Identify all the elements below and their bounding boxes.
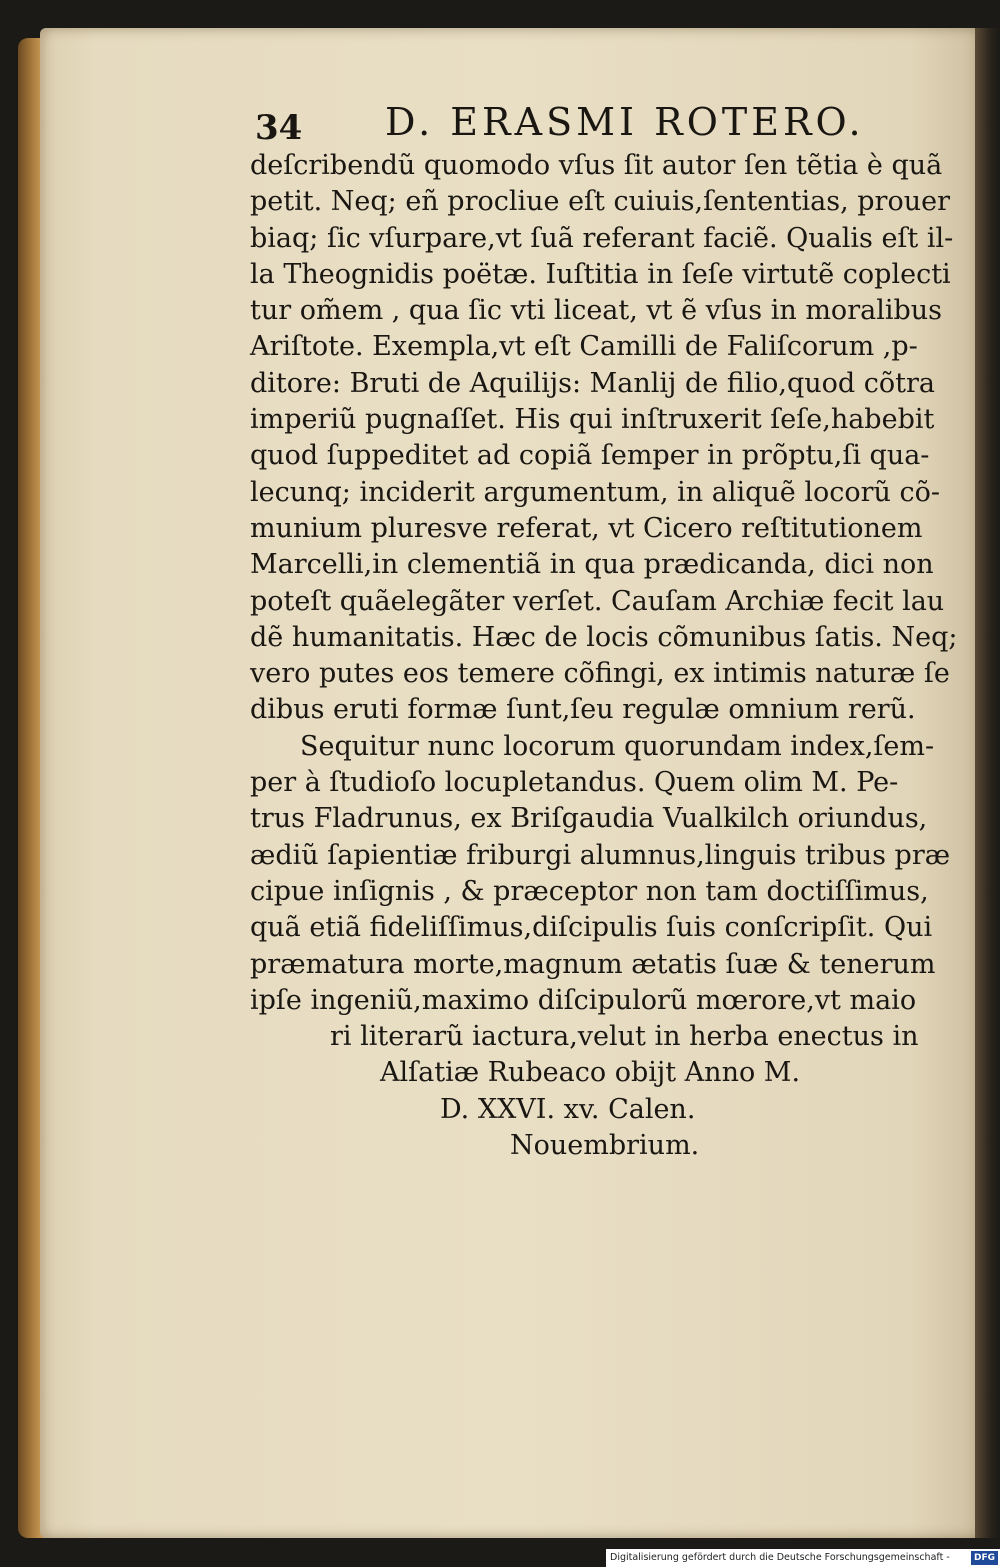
text-line: tur om̃em , qua ſic vti liceat, vt ẽ vſus in moralibus	[250, 295, 942, 327]
text-line: imperiũ pugnaſſet. His qui inſtruxerit ſeſe,habebit	[250, 404, 935, 436]
text-line: Marcelli,in clementiã in qua prædicanda, dici non	[250, 549, 934, 581]
text-line: poteſt quãelegãter verſet. Cauſam Archiæ fecit lau	[250, 585, 945, 617]
text-line: dẽ humanitatis. Hæc de locis cõmunibus ſatis. Neq;	[250, 621, 958, 653]
text-line: vero putes eos temere cõfingi, ex intimis naturæ ſe	[250, 658, 950, 690]
text-line: quã etiã fideliſſimus,diſcipulis ſuis conſcripſit. Qui	[250, 912, 933, 944]
text-line: biaq; ſic vſurpare,vt ſuã referant faciẽ. Qualis eſt il-	[250, 222, 954, 254]
text-line: ædiũ ſapientiæ friburgi alumnus,linguis tribus præ	[250, 839, 951, 871]
text-line: Alſatiæ Rubeaco obijt Anno M.	[380, 1057, 801, 1089]
digitization-credit-bar	[606, 1549, 1000, 1567]
text-line: Nouembrium.	[510, 1130, 700, 1162]
page-number: 34	[255, 108, 303, 148]
text-line: Sequitur nunc locorum quorundam index,ſem-	[300, 730, 935, 762]
running-head: D. ERASMI ROTERO.	[385, 100, 865, 144]
text-line: ipſe ingeniũ,maximo diſcipulorũ mœrore,vt maio	[250, 984, 917, 1016]
text-line: D. XXVI. xv. Calen.	[440, 1093, 696, 1125]
page-header	[255, 100, 875, 150]
text-line: trus Fladrunus, ex Briſgaudia Vualkilch oriundus,	[250, 803, 928, 835]
text-line: petit. Neq; eñ procliue eſt cuiuis,ſententias, prouer	[250, 186, 950, 218]
text-line: la Theognidis poëtæ. Iuſtitia in ſeſe virtutẽ coplecti	[250, 258, 951, 290]
body-text	[250, 148, 962, 1164]
book-spine-shadow	[975, 28, 1000, 1538]
text-line: per à ſtudioſo locupletandus. Quem olim M. Pe-	[250, 767, 899, 799]
text-line: ri literarũ iactura,velut in herba enectus in	[330, 1021, 919, 1053]
text-line: lecunq; inciderit argumentum, in aliquẽ locorũ cõ-	[250, 476, 941, 508]
text-line: deſcribendũ quomodo vſus ſit autor ſen tẽtia è quã	[250, 150, 943, 181]
text-line: præmatura morte,magnum ætatis ſuæ & tenerum	[250, 948, 936, 980]
text-line: dibus eruti formæ ſunt,ſeu regulæ omnium rerũ.	[250, 694, 916, 726]
text-line: Ariſtote. Exempla,vt eſt Camilli de Faliſcorum ,p-	[250, 331, 918, 363]
text-line: cipue inſignis , & præceptor non tam doctiſſimus,	[250, 875, 929, 907]
text-line: quod ſuppeditet ad copiã ſemper in prõptu,ſi qua-	[250, 440, 930, 472]
text-line: ditore: Bruti de Aquilijs: Manlij de filio,quod cõtra	[250, 367, 935, 399]
text-line: munium pluresve referat, vt Cicero reſtitutionem	[250, 512, 923, 544]
dfg-logo: DFG	[971, 1551, 998, 1565]
digitization-credit: Digitalisierung gefördert durch die Deutsche Forschungsgemeinschaft -	[610, 1552, 950, 1563]
